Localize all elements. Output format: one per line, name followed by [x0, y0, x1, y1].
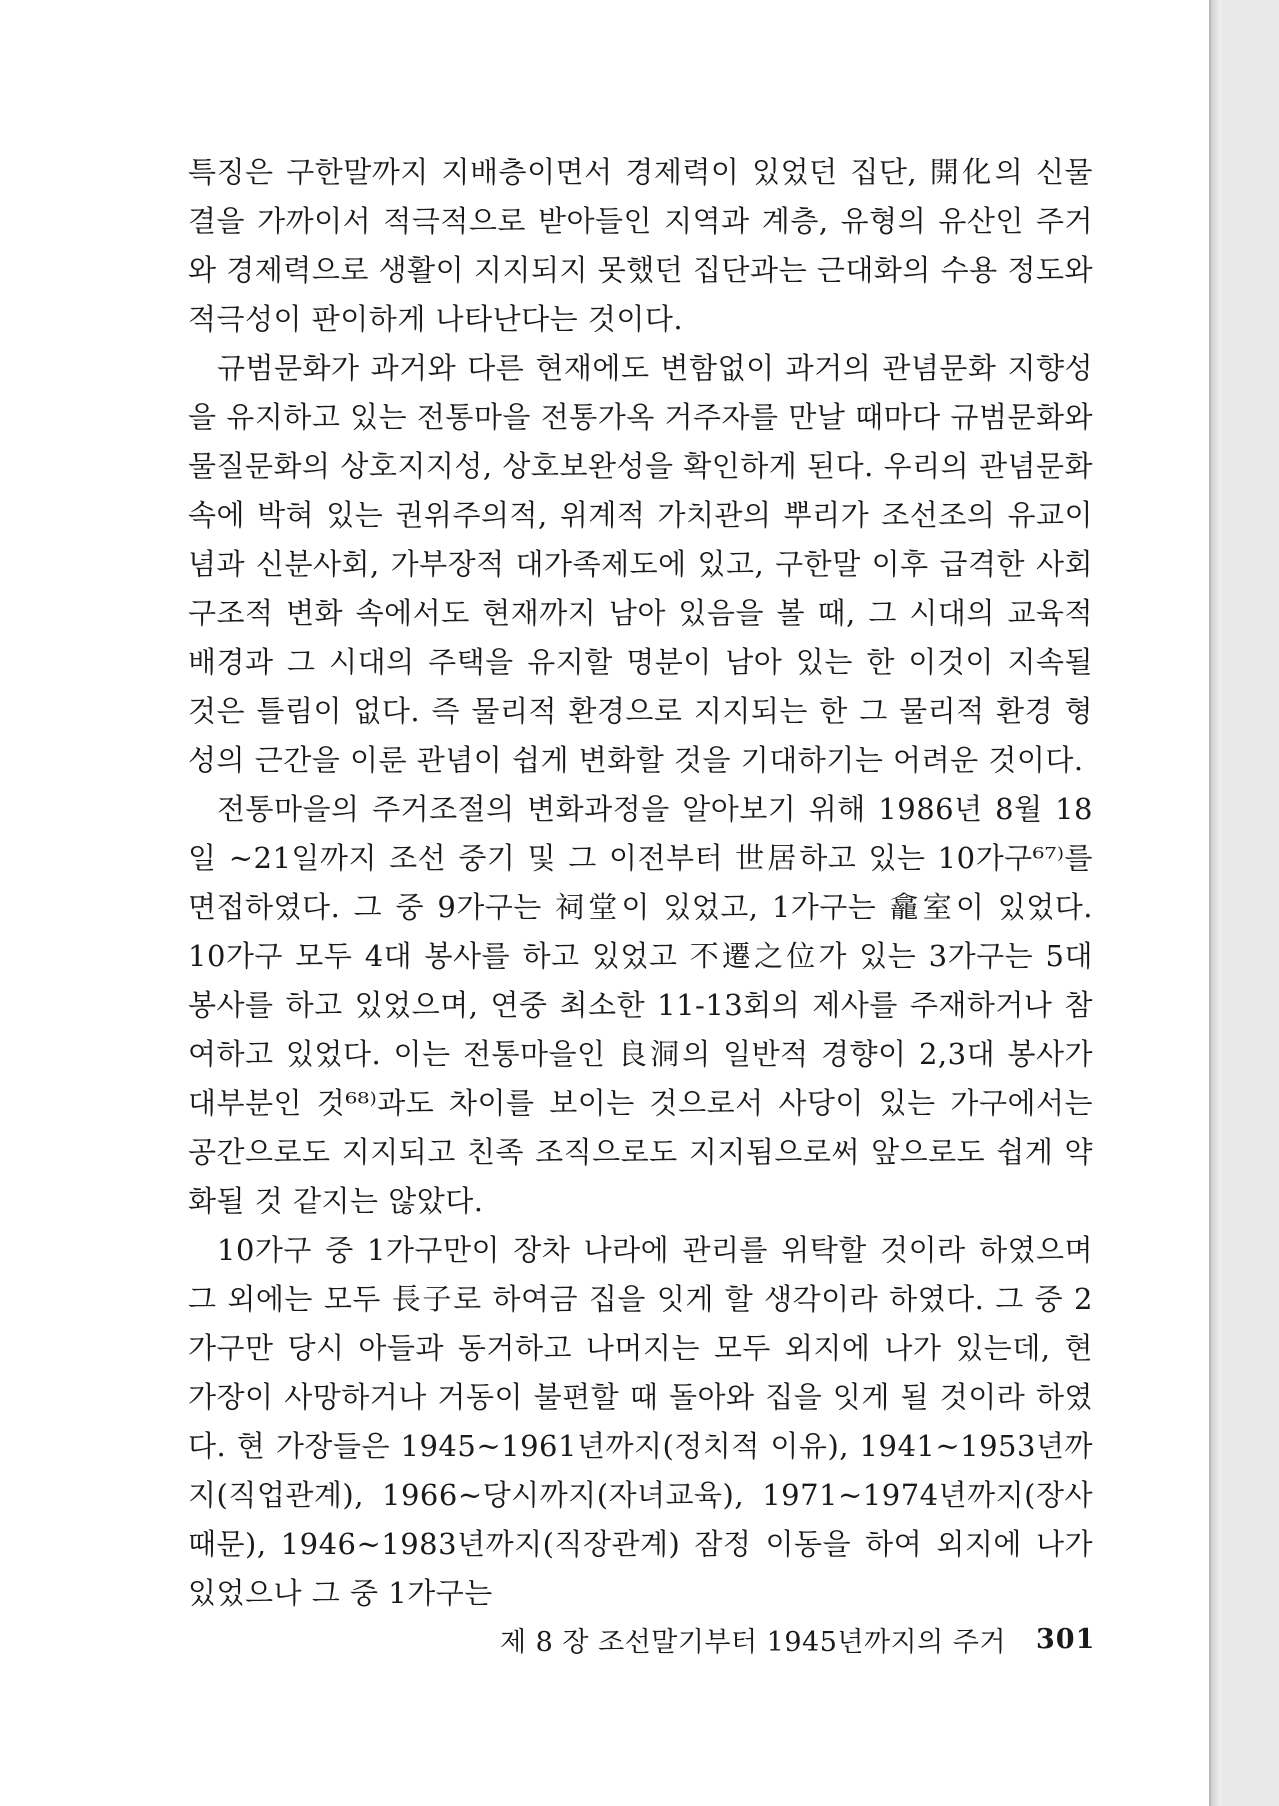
page-number: 301	[1036, 1624, 1096, 1655]
body-text	[188, 148, 1093, 1618]
paragraph-4: 10가구 중 1가구만이 장차 나라에 관리를 위탁할 것이라 하였으며 그 외에는 모두 長子로 하여금 집을 잇게 할 생각이라 하였다. 그 중 2가구만 당시 아들과 동거하고 나머지는 모두 외지에 나가 있는데, 현 가장이 사망하거나 거동이 불편할 때 돌아와 집을 잇게 될 것이라 하였다. 현 가장들은 1945~1961년까지(정치적 이유), 1941~1953년까지(직업관계), 1966~당시까지(자녀교육), 1971~1974년까지(장사 때문), 1946~1983년까지(직장관계) 잠정 이동을 하여 외지에 나가 있었으나 그 중 1가구는	[188, 1233, 1093, 1610]
page-edge-shadow	[1211, 0, 1221, 1806]
page-footer	[500, 1612, 1100, 1662]
paragraph-1: 특징은 구한말까지 지배층이면서 경제력이 있었던 집단, 開化의 신물결을 가까이서 적극적으로 받아들인 지역과 계층, 유형의 유산인 주거와 경제력으로 생활이 지지되지 못했던 집단과는 근대화의 수용 정도와 적극성이 판이하게 나타난다는 것이다.	[188, 155, 1093, 336]
paragraph-3: 전통마을의 주거조절의 변화과정을 알아보기 위해 1986년 8월 18일 ~21일까지 조선 중기 및 그 이전부터 世居하고 있는 10가구⁶⁷⁾를 면접하였다. 그 중 9가구는 祠堂이 있었고, 1가구는 龕室이 있었다. 10가구 모두 4대 봉사를 하고 있었고 不遷之位가 있는 3가구는 5대 봉사를 하고 있었으며, 연중 최소한 11-13회의 제사를 주재하거나 참여하고 있었다. 이는 전통마을인 良洞의 일반적 경향이 2,3대 봉사가 대부분인 것⁶⁸⁾과도 차이를 보이는 것으로서 사당이 있는 가구에서는 공간으로도 지지되고 친족 조직으로도 지지됨으로써 앞으로도 쉽게 약화될 것 같지는 않았다.	[188, 792, 1093, 1218]
running-footer-title: 제 8 장 조선말기부터 1945년까지의 주거	[500, 1627, 1006, 1658]
paragraph-2: 규범문화가 과거와 다른 현재에도 변함없이 과거의 관념문화 지향성을 유지하고 있는 전통마을 전통가옥 거주자를 만날 때마다 규범문화와 물질문화의 상호지지성, 상호보완성을 확인하게 된다. 우리의 관념문화 속에 박혀 있는 권위주의적, 위계적 가치관의 뿌리가 조선조의 유교이념과 신분사회, 가부장적 대가족제도에 있고, 구한말 이후 급격한 사회구조적 변화 속에서도 현재까지 남아 있음을 볼 때, 그 시대의 교육적 배경과 그 시대의 주택을 유지할 명분이 남아 있는 한 이것이 지속될 것은 틀림이 없다. 즉 물리적 환경으로 지지되는 한 그 물리적 환경 형성의 근간을 이룬 관념이 쉽게 변화할 것을 기대하기는 어려운 것이다.	[188, 351, 1093, 777]
